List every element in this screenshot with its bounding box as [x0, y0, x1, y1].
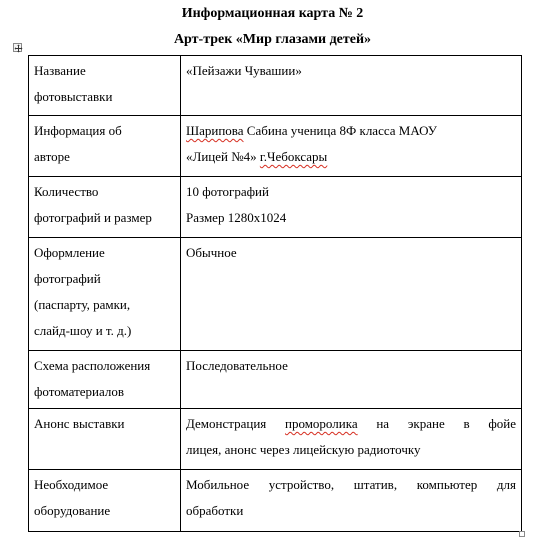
label-line: Информация об: [34, 123, 122, 138]
row-value-exhibition-announce: [181, 409, 522, 470]
label-line: фотографий и размер: [34, 210, 152, 225]
table-row: [29, 409, 522, 470]
value-line: Последовательное: [186, 358, 288, 373]
label-line: фотовыставки: [34, 89, 113, 104]
row-label-author-info: [29, 116, 181, 177]
value-line: [186, 144, 516, 170]
row-label-exhibition-announce: [29, 409, 181, 470]
spellcheck-word[interactable]: проморолика: [285, 416, 358, 431]
table-row: [29, 470, 522, 532]
move-arrows-icon: [14, 44, 23, 53]
row-label-exhibition-name: [29, 56, 181, 116]
label-line: слайд-шоу и т. д.): [34, 323, 132, 338]
value-line: Обычное: [186, 245, 237, 260]
label-line: (паспарту, рамки,: [34, 297, 131, 312]
value-line: [186, 411, 516, 437]
row-value-author-info: [181, 116, 522, 177]
document-title-line-1: Информационная карта № 2: [181, 6, 364, 21]
spellcheck-word[interactable]: Шарипова: [186, 123, 244, 138]
value-line: Мобильное устройство, штатив, компьютер для: [186, 477, 516, 492]
row-label-photo-count-size: [29, 177, 181, 238]
value-line: «Пейзажи Чувашии»: [186, 63, 302, 78]
table-move-icon[interactable]: [13, 43, 22, 52]
label-line: фотографий: [34, 271, 101, 286]
label-line: Количество: [34, 184, 99, 199]
label-line: авторе: [34, 149, 70, 164]
label-line: Оформление: [34, 245, 105, 260]
value-line: обработки: [186, 503, 244, 518]
table-row: [29, 56, 522, 116]
label-line: Анонс выставки: [34, 416, 125, 431]
value-line: 10 фотографий: [186, 184, 269, 199]
table-row: [29, 177, 522, 238]
label-line: Название: [34, 63, 86, 78]
label-line: Схема расположения: [34, 358, 151, 373]
value-line: лицея, анонс через лицейскую радиоточку: [186, 442, 421, 457]
table-row: [29, 238, 522, 351]
row-value-exhibition-name: [181, 56, 522, 116]
row-label-photo-design: [29, 238, 181, 351]
row-value-equipment: [181, 470, 522, 532]
value-text: Сабина ученица 8Ф класса МАОУ: [243, 123, 437, 138]
label-line: фотоматериалов: [34, 384, 125, 399]
value-text: «Лицей №4»: [186, 149, 260, 164]
info-card-table: [28, 55, 522, 532]
label-line: оборудование: [34, 503, 111, 518]
row-value-photo-count-size: [181, 177, 522, 238]
table-row: [29, 351, 522, 409]
row-value-layout-scheme: [181, 351, 522, 409]
spellcheck-word[interactable]: г.Чебоксары: [259, 149, 328, 164]
value-line: Размер 1280х1024: [186, 210, 287, 225]
value-line: [186, 118, 516, 144]
row-label-layout-scheme: [29, 351, 181, 409]
value-text: на экране в фойе: [357, 416, 516, 431]
table-row: [29, 116, 522, 177]
row-label-equipment: [29, 470, 181, 532]
document-title-line-2: Арт-трек «Мир глазами детей»: [173, 32, 372, 47]
label-line: Необходимое: [34, 477, 109, 492]
row-value-photo-design: [181, 238, 522, 351]
value-text: Демонстрация: [186, 416, 285, 431]
table-resize-icon[interactable]: [519, 531, 525, 537]
